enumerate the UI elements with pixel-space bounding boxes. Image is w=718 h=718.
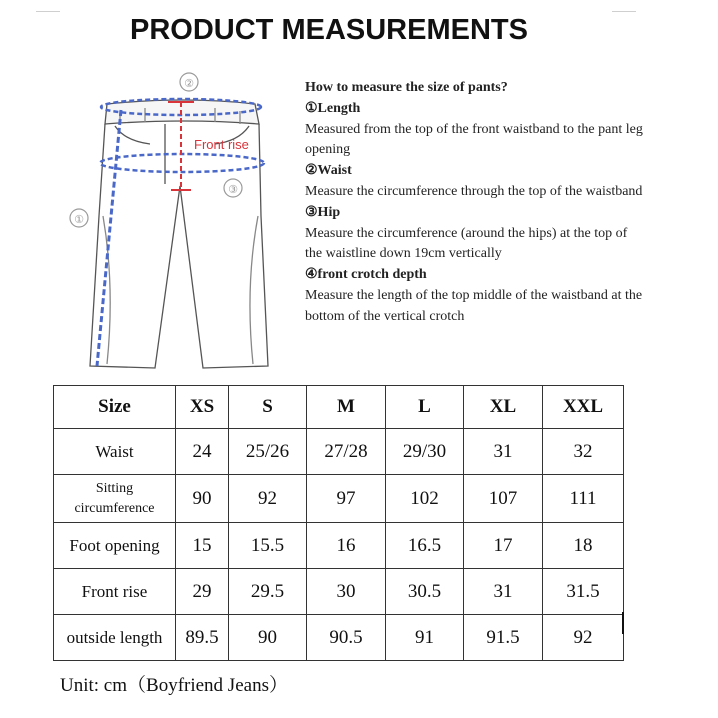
instruction-text: Measured from the top of the front waistband to the pant leg [305, 121, 643, 137]
length-measure-line [97, 110, 121, 366]
svg-text:②: ② [184, 77, 194, 90]
instruction-text: opening [305, 142, 351, 158]
table-cell: 15.5 [229, 523, 307, 569]
row-label-line: circumference [74, 500, 155, 516]
row-label: Foot opening [54, 523, 176, 569]
header-cell: M [307, 386, 386, 429]
table-cell: 90 [229, 615, 307, 661]
instruction-text: Measure the circumference (around the hips) at the top of [305, 225, 628, 241]
row-label: outside length [54, 615, 176, 661]
size-chart-table [53, 385, 624, 661]
table-header-row [54, 386, 624, 429]
table-cell: 18 [543, 523, 624, 569]
header-cell: S [229, 386, 307, 429]
header-cell: XXL [543, 386, 624, 429]
instruction-text: Measure the circumference through the top of the waistband [305, 183, 643, 199]
instruction-title: ②Waist [305, 163, 352, 179]
corner-mark-left [36, 11, 60, 12]
pants-diagram [55, 66, 300, 378]
instruction-title: ③Hip [305, 204, 341, 220]
instruction-waist [305, 161, 705, 203]
instruction-text: Measure the length of the top middle of the waistband at the [305, 287, 643, 303]
table-cell: 27/28 [307, 429, 386, 475]
table-cell: 91 [386, 615, 464, 661]
svg-text:③: ③ [228, 183, 238, 196]
table-cell: 16 [307, 523, 386, 569]
table-cell: 92 [543, 615, 624, 661]
measurement-instructions [305, 78, 705, 328]
table-row [54, 475, 624, 523]
table-cell: 89.5 [176, 615, 229, 661]
instruction-text: bottom of the vertical crotch [305, 308, 465, 324]
row-label [54, 475, 176, 523]
instruction-title: ①Length [305, 100, 361, 116]
table-cell: 97 [307, 475, 386, 523]
table-cell: 111 [543, 475, 624, 523]
table-cell: 32 [543, 429, 624, 475]
table-cell: 16.5 [386, 523, 464, 569]
table-cell: 31.5 [543, 569, 624, 615]
corner-mark-right [612, 11, 636, 12]
header-cell: Size [54, 386, 176, 429]
table-cell: 30.5 [386, 569, 464, 615]
table-cell: 92 [229, 475, 307, 523]
front-rise-label: Front rise [194, 137, 249, 152]
table-row [54, 429, 624, 475]
header-cell: L [386, 386, 464, 429]
marker-waist [180, 73, 198, 91]
table-cell: 17 [464, 523, 543, 569]
table-cell: 30 [307, 569, 386, 615]
instruction-title: ④front crotch depth [305, 267, 427, 283]
instruction-crotch-depth [305, 265, 705, 327]
instructions-heading: How to measure the size of pants? [305, 80, 508, 95]
header-cell: XL [464, 386, 543, 429]
marker-hip [224, 179, 242, 197]
table-cell: 31 [464, 569, 543, 615]
row-label: Front rise [54, 569, 176, 615]
row-label: Waist [54, 429, 176, 475]
table-cell: 29.5 [229, 569, 307, 615]
header-cell: XS [176, 386, 229, 429]
marker-length [70, 209, 88, 227]
page-title: PRODUCT MEASUREMENTS [130, 14, 528, 46]
table-row [54, 523, 624, 569]
instruction-length [305, 99, 705, 161]
table-cell: 25/26 [229, 429, 307, 475]
table-cell: 107 [464, 475, 543, 523]
instruction-text: the waistline down 19cm vertically [305, 246, 502, 262]
table-cell: 90.5 [307, 615, 386, 661]
table-cell: 91.5 [464, 615, 543, 661]
table-cell: 24 [176, 429, 229, 475]
table-row [54, 615, 624, 661]
instruction-hip [305, 203, 705, 265]
table-edge-mark [622, 612, 624, 634]
unit-note: Unit: cm（Boyfriend Jeans） [60, 675, 288, 696]
svg-text:①: ① [74, 213, 84, 226]
table-cell: 90 [176, 475, 229, 523]
table-cell: 15 [176, 523, 229, 569]
table-row [54, 569, 624, 615]
table-cell: 31 [464, 429, 543, 475]
table-cell: 29 [176, 569, 229, 615]
table-cell: 102 [386, 475, 464, 523]
row-label-line: Sitting [95, 480, 134, 496]
table-cell: 29/30 [386, 429, 464, 475]
